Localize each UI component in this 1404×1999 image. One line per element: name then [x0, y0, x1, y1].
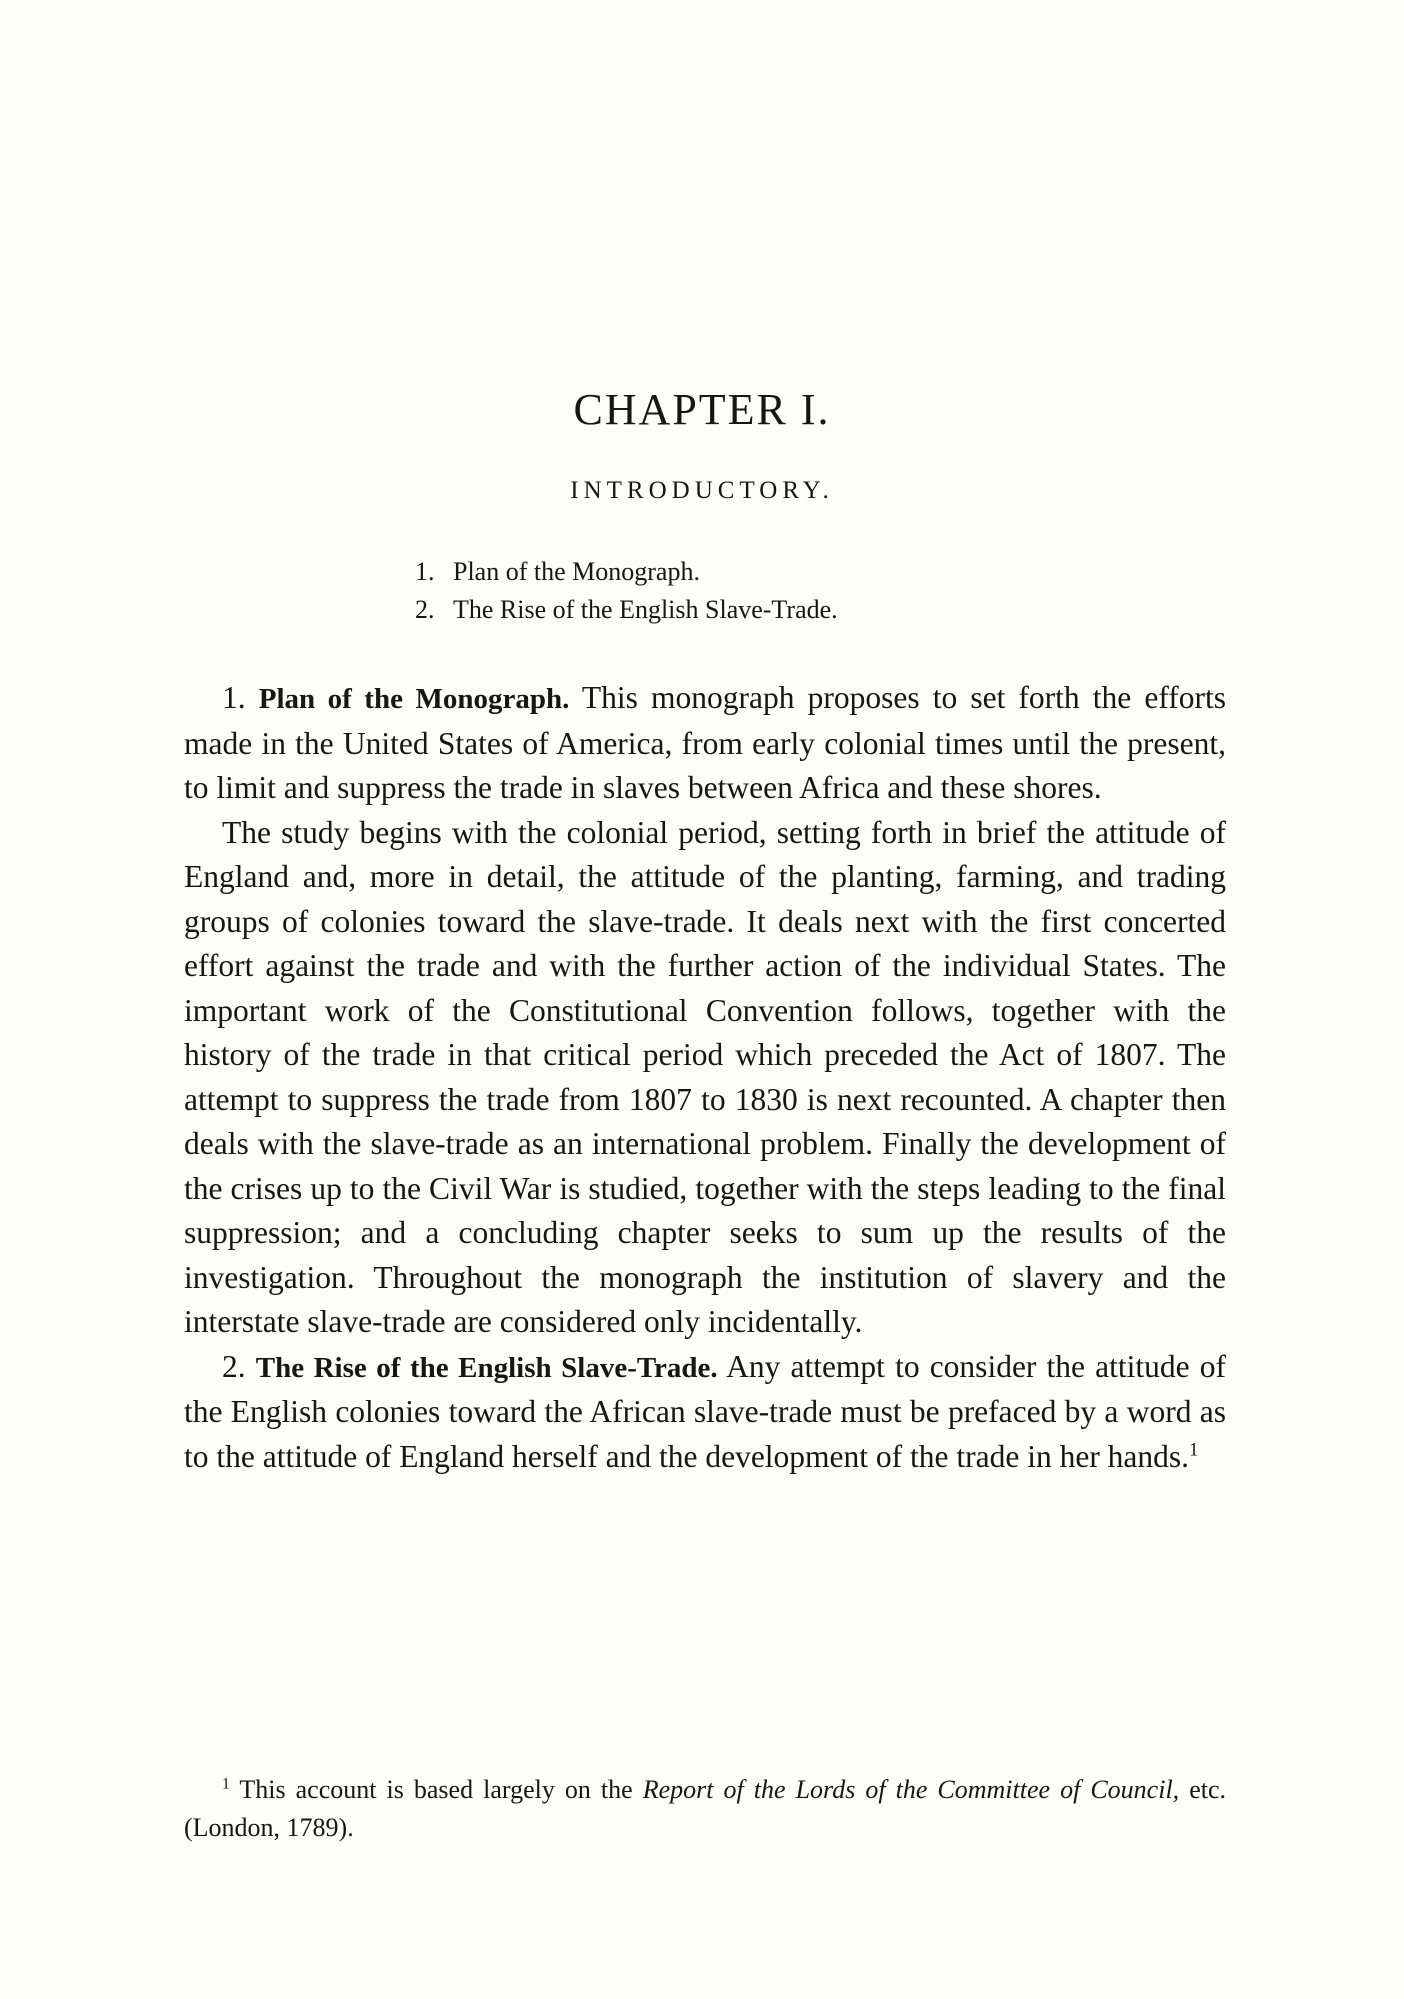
- section-2-heading: The Rise of the English Slave-Trade.: [255, 1351, 718, 1384]
- footnote-marker: 1: [222, 1775, 230, 1793]
- contents-item-number: 2.: [415, 595, 435, 624]
- body-text: [184, 676, 1226, 1479]
- chapter-subtitle: INTRODUCTORY.: [570, 477, 834, 504]
- section-1-text: This monograph proposes to set forth the efforts made in the United States of America, from early colonial times until the present, to limit and suppress the trade in slaves between Africa and these shores.: [184, 680, 1227, 805]
- chapter-contents: [415, 553, 1115, 629]
- contents-item: [415, 553, 1115, 591]
- section-1-paragraph-2: The study begins with the colonial period, setting forth in brief the attitude of England and, more in detail, the attitude of the planting, farming, and trading groups of colonies toward the slave-trade. It deals next with the first concerted effort against the trade and with the further action of the individual States. The important work of the Constitutional Convention follows, together with the history of the trade in that critical period which preceded the Act of 1807. The attempt to suppress the trade from 1807 to 1830 is next recounted. A chapter then deals with the slave-trade as an international problem. Finally the development of the crises up to the Civil War is studied, together with the steps leading to the final suppression; and a concluding chapter seeks to sum up the results of the investigation. Throughout the monograph the institution of slavery and the interstate slave-trade are considered only incidentally.: [184, 814, 1226, 1339]
- contents-item: [415, 591, 1115, 629]
- contents-item-number: 1.: [415, 557, 435, 586]
- footnote: [184, 1771, 1226, 1847]
- section-2-paragraph: [184, 1345, 1226, 1480]
- footnote-report-title: Report of the Lords of the Committee of Council,: [642, 1775, 1180, 1804]
- section-1-number: 1.: [222, 680, 246, 715]
- contents-item-text: Plan of the Monograph.: [453, 557, 700, 586]
- chapter-title: CHAPTER I.: [573, 385, 831, 434]
- section-1-heading: Plan of the Monograph.: [258, 683, 570, 715]
- footnote-text-end: etc. (London, 1789).: [184, 1775, 1227, 1842]
- footnote-paragraph: [184, 1771, 1226, 1847]
- footnote-reference: 1: [1189, 1439, 1199, 1460]
- section-2-number: 2.: [222, 1348, 246, 1384]
- section-1-paragraph: [184, 676, 1226, 811]
- footnote-text: This account is based largely on the: [239, 1775, 633, 1804]
- contents-item-text: The Rise of the English Slave-Trade.: [453, 595, 838, 624]
- section-2-text: Any attempt to consider the attitude of the English colonies toward the African slave-trade must be prefaced by a word as to the attitude of England herself and the development of the trade in her hands.: [184, 1348, 1227, 1474]
